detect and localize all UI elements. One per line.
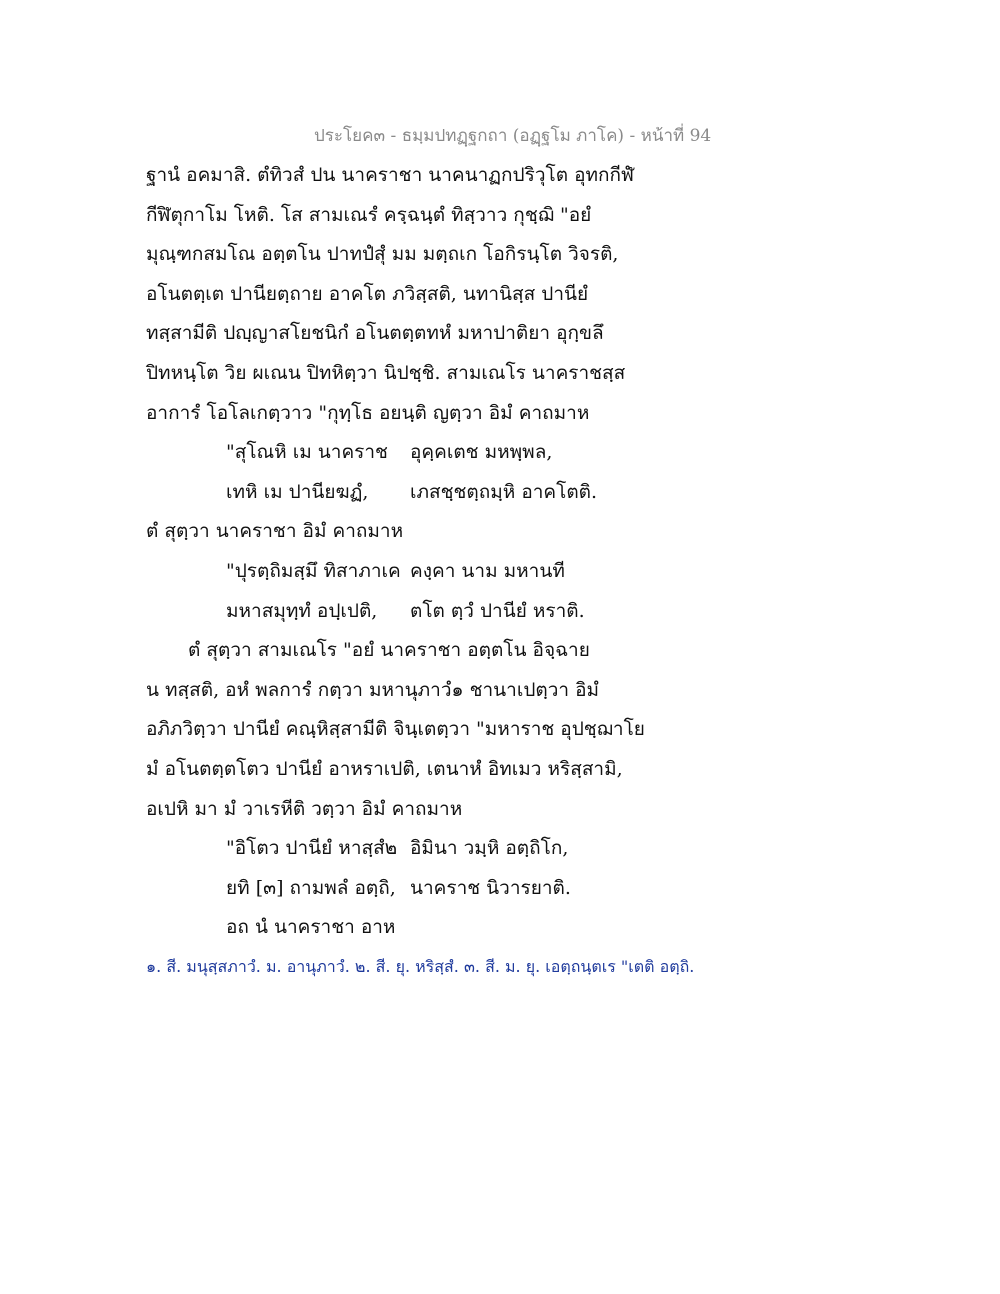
verse-second-half: คงฺคา นาม มหานที (410, 559, 565, 582)
text-line (146, 512, 706, 552)
body-text (146, 156, 706, 948)
text: ฐานํ อคมาสิ. ตํทิวสํ ปน นาคราชา นาคนาฏกปริวุโต อุทกกีฬํ (146, 164, 635, 186)
text-line (146, 394, 706, 434)
verse-first-half: "อิโตว ปานียํ หาสฺสํ๒ (226, 837, 398, 860)
text-line (146, 354, 660, 394)
verse-line (146, 829, 706, 869)
verse-first-half: "ปุรตฺถิมสฺมึ ทิสาภาเค (226, 559, 401, 582)
text-line (146, 275, 660, 315)
text-line (146, 750, 660, 790)
text: ทสฺสามีติ ปญฺญาสโยชนิกํ อโนตตฺตทหํ มหาปาติยา อุกฺขลึ (146, 322, 604, 345)
verse-first-half: มหาสมุทฺทํ อปฺเปติ, (226, 599, 378, 622)
verse-first-half: "สุโณหิ เม นาคราช (226, 441, 388, 464)
footnote: ๑. สี. มนุสฺสภาวํ. ม. อานุภาวํ. ๒. สี. ยุ. หริสฺสํ. ๓. สี. ม. ยุ. เอตฺถนฺตเร "เตติ อตฺถิ. (146, 957, 695, 976)
text-line (146, 710, 660, 750)
verse-line (146, 473, 706, 513)
text: อาการํ โอโลเกตฺวาว "กุทฺโธ อยนฺติ ญตฺวา อิมํ คาถมาห (146, 401, 590, 424)
verse-line (146, 433, 706, 473)
text: อเปหิ มา มํ วาเรหีติ วตฺวา อิมํ คาถมาห (146, 797, 463, 820)
text-line (146, 790, 706, 830)
verse-second-half: ตโต ตฺวํ ปานียํ หราติ. (410, 599, 585, 622)
text: ตํ สุตฺวา นาคราชา อิมํ คาถมาห (146, 520, 404, 543)
text: อภิภวิตฺวา ปานียํ คณฺหิสฺสามีติ จินฺเตตฺวา "มหาราช อุปชฺฌาโย (146, 718, 645, 741)
verse-line (146, 592, 706, 632)
verse-second-half: เภสชฺชตฺถมฺหิ อาคโตติ. (410, 480, 598, 503)
text-line (146, 156, 660, 196)
running-head: ประโยค๓ - ธมฺมปทฏฺฐกถา (อฏฺฐโม ภาโค) - หน้าที่ 94 (314, 126, 712, 146)
text-line (146, 196, 660, 236)
verse-line (146, 552, 706, 592)
text-line (146, 671, 660, 711)
text: มุณฺฑกสมโณ อตฺตโน ปาทปํสุํ มม มตฺถเก โอกิรนฺโต วิจรติ, (146, 243, 619, 266)
verse-first-half: เทหิ เม ปานียฆฏํ, (226, 480, 369, 503)
text: ตํ สุตฺวา สามเณโร "อยํ นาคราชา อตฺตโน อิจฺฉาย (188, 639, 590, 662)
verse-second-half: อุคฺคเตช มหพฺพล, (410, 441, 553, 464)
text: มํ อโนตตฺตโตว ปานียํ อาหราเปติ, เตนาหํ อิทเมว หริสฺสามิ, (146, 757, 623, 780)
text-line (146, 314, 660, 354)
verse-first-half: อถ นํ นาคราชา อาห (226, 916, 396, 939)
text-line (146, 631, 660, 671)
verse-second-half: อิมินา วมฺหิ อตฺถิโก, (410, 837, 569, 860)
text: ปิทหนฺโต วิย ผเณน ปิทหิตฺวา นิปชฺชิ. สามเณโร นาคราชสฺส (146, 361, 626, 384)
verse-line (146, 908, 706, 948)
text: น ทสฺสติ, อหํ พลการํ กตฺวา มหานุภาวํ๑ ชานาเปตฺวา อิมํ (146, 678, 600, 701)
verse-line (146, 869, 706, 909)
text-line (146, 235, 660, 275)
verse-second-half: นาคราช นิวารยาติ. (410, 876, 571, 899)
text: อโนตตฺเต ปานียตฺถาย อาคโต ภวิสฺสติ, นทานิสฺส ปานียํ (146, 282, 589, 305)
text: กีฬิตุกาโม โหติ. โส สามเณรํ ครฺฉนฺตํ ทิสฺวาว กุชฺฌิ "อยํ (146, 203, 592, 226)
verse-first-half: ยทิ [๓] ถามพลํ อตฺถิ, (226, 876, 396, 899)
